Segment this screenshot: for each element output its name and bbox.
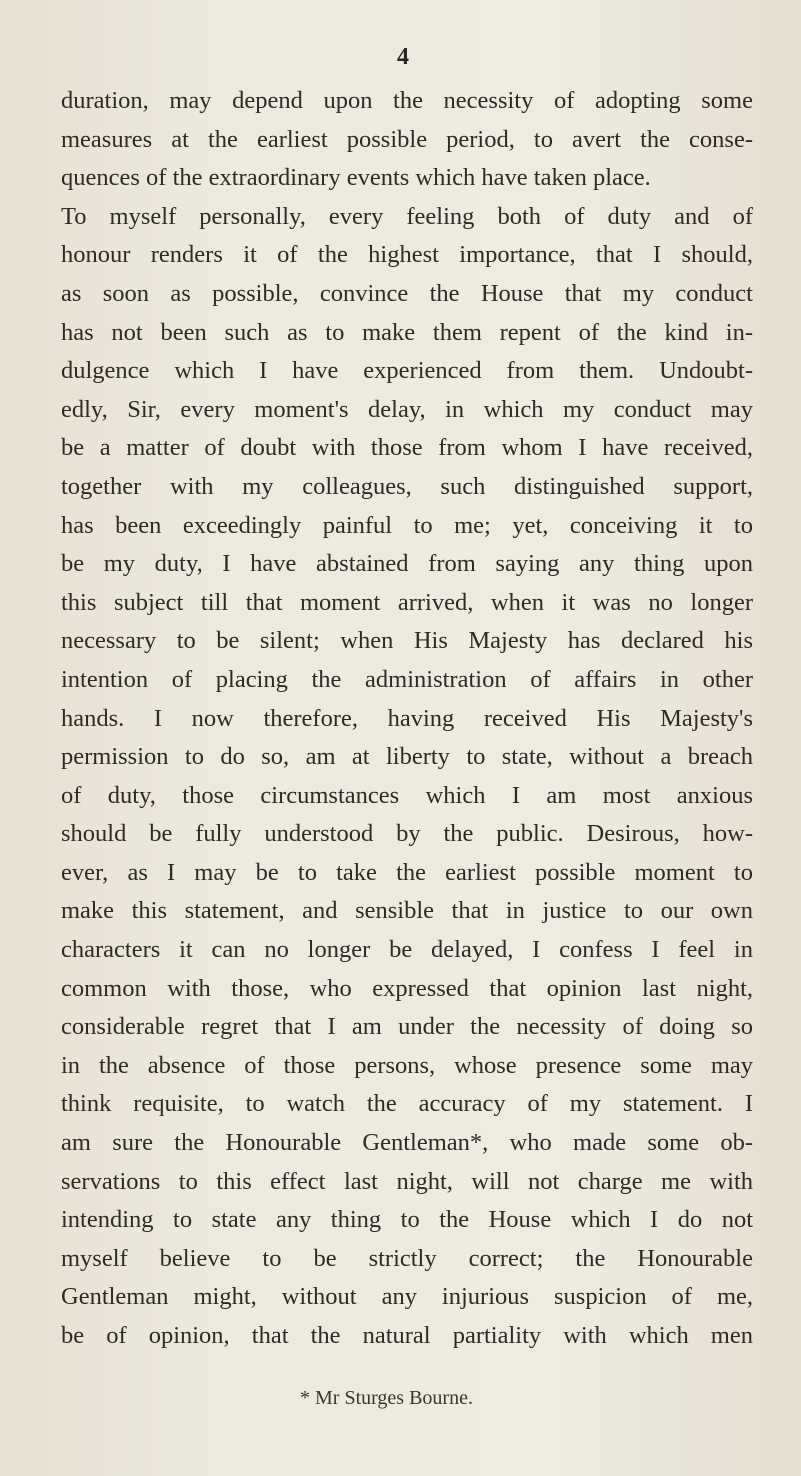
text-line: has not been such as to make them repent of the kind in- — [61, 318, 753, 346]
text-line: think requisite, to watch the accuracy of my statement. I — [61, 1090, 753, 1118]
text-line: intending to state any thing to the House which I do not — [61, 1206, 753, 1234]
text-line: quences of the extraordinary events which have taken place. — [61, 164, 651, 192]
text-line: as soon as possible, convince the House that my conduct — [61, 279, 753, 307]
text-line: should be fully understood by the public. Desirous, how- — [61, 820, 753, 848]
text-line: intention of placing the administration of affairs in other — [61, 665, 753, 693]
text-line: characters it can no longer be delayed, I confess I feel in — [61, 936, 753, 964]
text-line: honour renders it of the highest importance, that I should, — [61, 241, 753, 269]
text-line: make this statement, and sensible that in justice to our own — [61, 897, 753, 925]
text-line: be a matter of doubt with those from whom I have received, — [61, 434, 753, 462]
text-line: of duty, those circumstances which I am most anxious — [61, 781, 753, 809]
text-line: considerable regret that I am under the necessity of doing so — [61, 1013, 753, 1041]
text-line: this subject till that moment arrived, when it was no longer — [61, 588, 753, 616]
text-line: duration, may depend upon the necessity of adopting some — [61, 87, 753, 114]
text-line: be my duty, I have abstained from saying any thing upon — [61, 550, 753, 578]
body-text — [61, 82, 753, 1356]
text-line: hands. I now therefore, having received His Majesty's — [61, 704, 753, 732]
text-line: am sure the Honourable Gentleman*, who made some ob- — [61, 1129, 753, 1157]
text-line: To myself personally, every feeling both of duty and of — [61, 202, 753, 230]
text-line: common with those, who expressed that opinion last night, — [61, 974, 753, 1002]
text-line: in the absence of those persons, whose presence some may — [61, 1051, 753, 1079]
text-line: myself believe to be strictly correct; the Honourable — [61, 1244, 753, 1272]
text-line: has been exceedingly painful to me; yet, conceiving it to — [61, 511, 753, 539]
text-line: necessary to be silent; when His Majesty has declared his — [61, 627, 753, 655]
text-line: dulgence which I have experienced from them. Undoubt- — [61, 357, 753, 385]
footnote: * Mr Sturges Bourne. — [300, 1387, 473, 1409]
text-line: together with my colleagues, such distinguished support, — [61, 472, 753, 500]
text-line: permission to do so, am at liberty to state, without a breach — [61, 743, 753, 771]
text-line: edly, Sir, every moment's delay, in which my conduct may — [61, 395, 753, 423]
text-line: Gentleman might, without any injurious suspicion of me, — [61, 1283, 753, 1311]
page-number: 4 — [397, 44, 409, 70]
text-line: be of opinion, that the natural partiality with which men — [61, 1322, 753, 1349]
text-line: measures at the earliest possible period, to avert the conse- — [61, 125, 753, 153]
text-line: servations to this effect last night, will not charge me with — [61, 1167, 753, 1195]
text-line: ever, as I may be to take the earliest possible moment to — [61, 858, 753, 886]
